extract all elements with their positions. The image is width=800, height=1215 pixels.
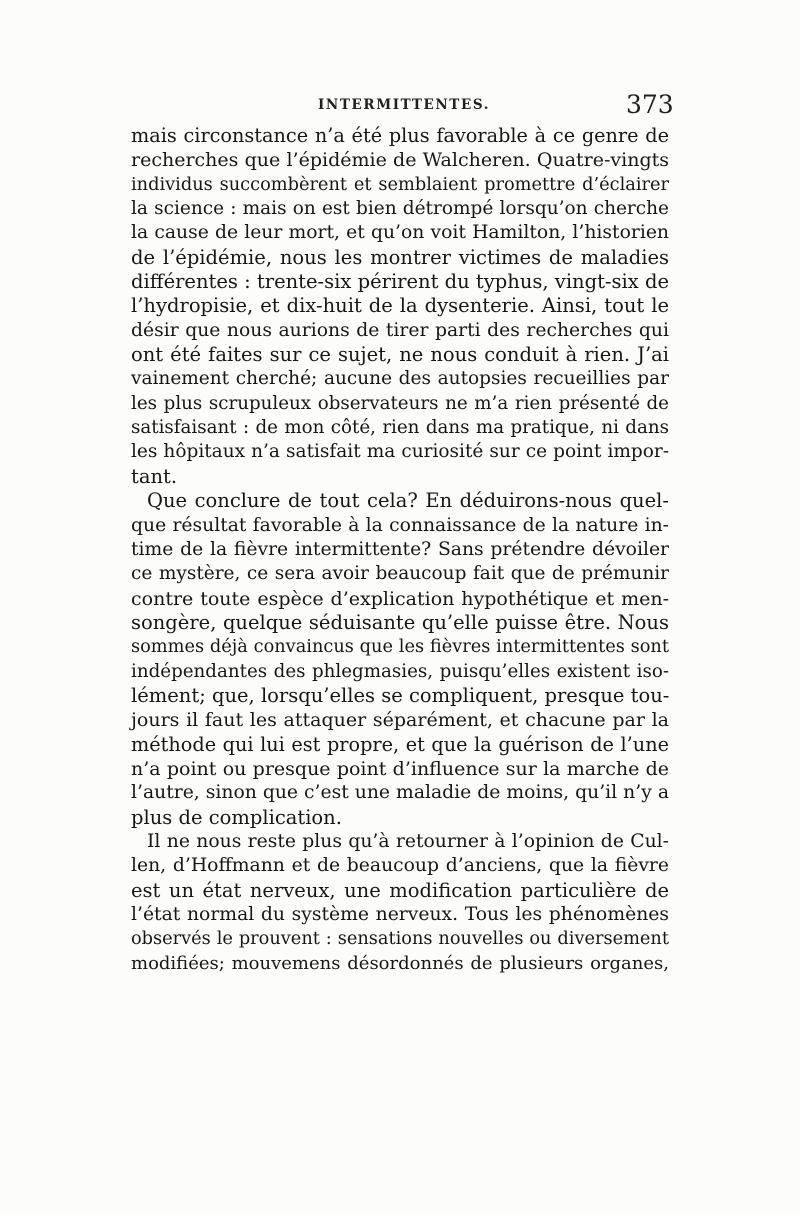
text-line: time de la fièvre intermittente? Sans prétendre dévoiler — [131, 538, 669, 560]
text-line: songère, quelque séduisante qu’elle puisse être. Nous — [131, 610, 669, 634]
text-line: n’a point ou presque point d’influence sur la marche de — [131, 757, 669, 780]
text-line: jours il faut les attaquer séparément, et chacune par la — [131, 709, 669, 732]
text-line: mais circonstance n’a été plus favorable à ce genre de — [131, 124, 669, 147]
text-line: modifiées; mouvemens désordonnés de plusieurs organes, — [131, 952, 669, 974]
text-line: l’autre, sinon que c’est une maladie de moins, qu’il n’y a — [131, 782, 669, 804]
page-number: 373 — [626, 90, 674, 119]
text-line: les hôpitaux n’a satisfait ma curiosité sur ce point impor- — [131, 441, 669, 463]
text-line: désir que nous aurions de tirer parti des recherches qui — [131, 319, 669, 341]
text-line: méthode qui lui est propre, et que la guérison de l’une — [131, 732, 669, 756]
text-line: lément; que, lorsqu’elles se compliquent, presque tou- — [131, 683, 670, 707]
text-line: vainement cherché; aucune des autopsies recueillies par — [131, 368, 669, 390]
text-line: différentes : trente-six périrent du typhus, vingt-six de — [131, 270, 669, 294]
text-line: ce mystère, ce sera avoir beaucoup fait que de prémunir — [131, 563, 669, 585]
text-line: les plus scrupuleux observateurs ne m’a rien présenté de — [131, 392, 669, 414]
paragraph-start-line: Que conclure de tout cela? En déduirons-nous quel- — [147, 489, 669, 513]
text-line: l’hydropisie, et dix-huit de la dysenterie. Ainsi, tout le — [131, 294, 669, 318]
body-text — [131, 124, 669, 976]
text-line: tant. — [131, 464, 178, 488]
text-line: la cause de leur mort, et qu’on voit Hamilton, l’historien — [131, 222, 669, 244]
paragraph-start-line: Il ne nous reste plus qu’à retourner à l’opinion de Cul- — [147, 830, 669, 852]
text-line: observés le prouvent : sensations nouvelles ou diversement — [131, 929, 669, 950]
text-line: recherches que l’épidémie de Walcheren. Quatre-vingts — [131, 149, 669, 172]
text-line: la science : mais on est bien détrompé lorsqu’on cherche — [131, 198, 669, 220]
text-line: individus succombèrent et semblaient promettre d’éclairer — [131, 174, 669, 195]
text-line: plus de complication. — [131, 805, 342, 829]
text-line: l’état normal du système nerveux. Tous les phénomènes — [131, 904, 669, 925]
text-line: len, d’Hoffmann et de beaucoup d’anciens, que la fièvre — [131, 855, 669, 877]
text-line: ont été faites sur ce sujet, ne nous conduit à rien. J’ai — [131, 343, 669, 367]
text-line: que résultat favorable à la connaissance de la nature in- — [131, 514, 669, 536]
text-line: est un état nerveux, une modification particulière de — [131, 878, 669, 902]
text-line: sommes déjà convaincus que les fièvres intermittentes sont — [131, 637, 669, 658]
text-line: de l’épidémie, nous les montrer victimes de maladies — [131, 245, 669, 269]
text-line: indépendantes des phlegmasies, puisqu’elles existent iso- — [131, 660, 669, 682]
text-line: contre toute espèce d’explication hypothétique et men- — [131, 587, 669, 610]
text-line: satisfaisant : de mon côté, rien dans ma pratique, ni dans — [131, 417, 669, 439]
running-title: INTERMITTENTES. — [318, 97, 491, 113]
